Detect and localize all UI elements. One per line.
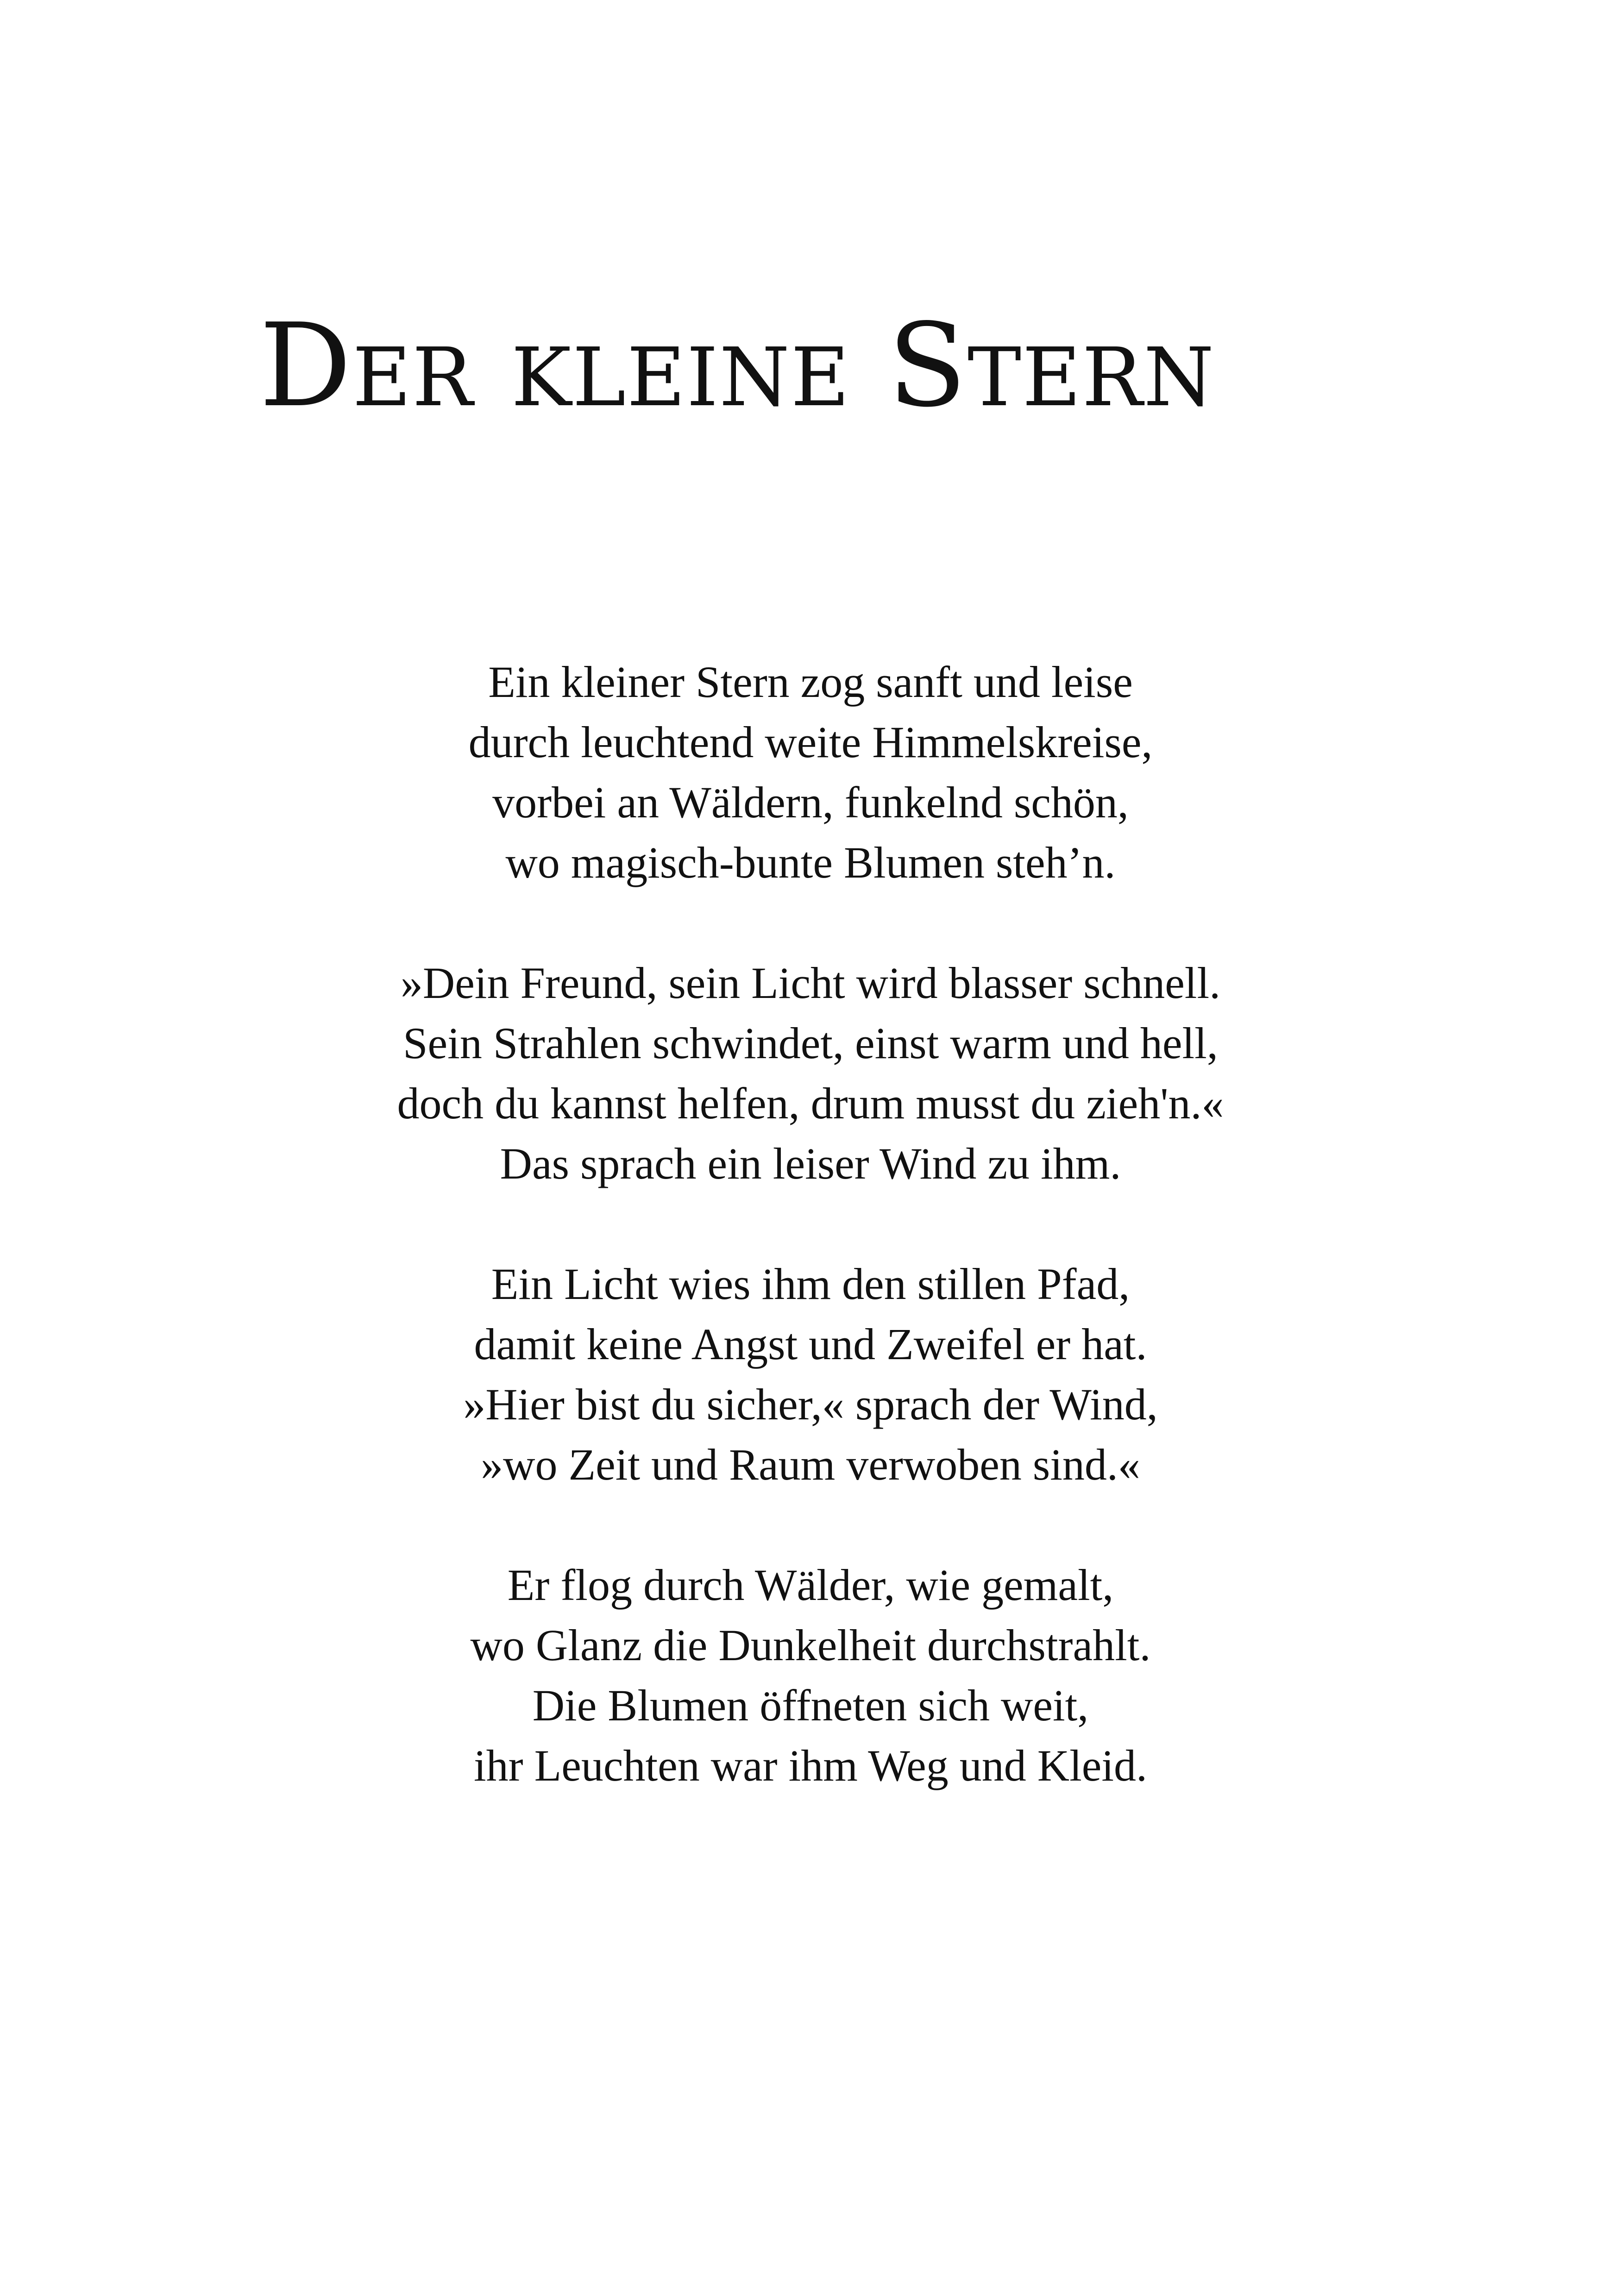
poem-line: Das sprach ein leiser Wind zu ihm. [500, 1139, 1121, 1188]
page-title: Der kleine Stern [259, 299, 1215, 433]
poem-body [0, 652, 1621, 1796]
poem-line: wo Glanz die Dunkelheit durchstrahlt. [470, 1620, 1151, 1670]
stanza-3 [0, 1254, 1621, 1495]
poem-line: doch du kannst helfen, drum musst du zieh'n.« [397, 1079, 1224, 1128]
poem-line: »Dein Freund, sein Licht wird blasser schnell. [400, 958, 1221, 1008]
poem-line: durch leuchtend weite Himmelskreise, [468, 717, 1153, 767]
poem-line: Ein kleiner Stern zog sanft und leise [488, 657, 1133, 707]
poem-line: vorbei an Wäldern, funkelnd schön, [492, 778, 1129, 827]
poem-line: Ein Licht wies ihm den stillen Pfad, [491, 1259, 1130, 1309]
poem-line: damit keine Angst und Zweifel er hat. [474, 1319, 1147, 1369]
poem-line: »Hier bist du sicher,« sprach der Wind, [463, 1380, 1158, 1429]
poem-line: Er flog durch Wälder, wie gemalt, [507, 1560, 1114, 1610]
poem-line: wo magisch-bunte Blumen steh’n. [505, 838, 1116, 887]
stanza-4 [0, 1555, 1621, 1796]
stanza-2 [0, 953, 1621, 1194]
poem-line: ihr Leuchten war ihm Weg und Kleid. [473, 1741, 1148, 1790]
poem-line: Die Blumen öffneten sich weit, [532, 1681, 1089, 1730]
poem-line: »wo Zeit und Raum verwoben sind.« [481, 1440, 1140, 1489]
poem-line: Sein Strahlen schwindet, einst warm und hell, [403, 1018, 1218, 1068]
stanza-1 [0, 652, 1621, 893]
